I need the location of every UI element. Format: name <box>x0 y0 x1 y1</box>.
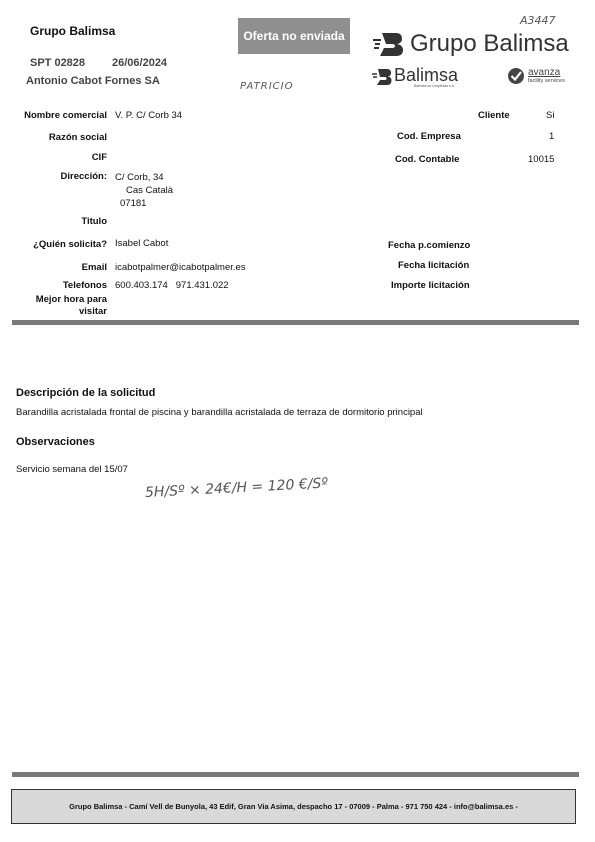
client-name: Antonio Cabot Fornes SA <box>26 75 160 87</box>
balimsa-small-icon <box>372 68 392 86</box>
importe-licitacion-label: Importe licitación <box>391 280 470 291</box>
grupo-balimsa-logo-text: Grupo Balimsa <box>410 30 569 57</box>
request-date: 26/06/2024 <box>112 57 168 69</box>
direccion-label: Dirección: <box>60 171 107 182</box>
cif-label: CIF <box>91 152 107 163</box>
telefonos-label: Telefonos <box>62 280 107 291</box>
avanza-text: avanza <box>528 67 561 78</box>
handwritten-name: PATRICIO <box>240 81 294 92</box>
mejor-hora-label-line2: visitar <box>79 306 107 317</box>
observaciones-text: Servicio semana del 15/07 <box>16 464 128 475</box>
mejor-hora-label-line1: Mejor hora para <box>35 294 107 305</box>
telefonos-value: 600.403.174 971.431.022 <box>115 280 229 291</box>
handwritten-code: A3447 <box>520 14 556 27</box>
observaciones-title: Observaciones <box>16 436 95 448</box>
balimsa-small-text: Balimsa <box>394 65 459 85</box>
avanza-sub: facility services <box>528 78 565 84</box>
cod-empresa-value: 1 <box>549 131 555 142</box>
footer-divider <box>12 772 579 777</box>
quien-solicita-label: ¿Quién solicita? <box>33 239 107 250</box>
handwritten-calculation: 5H/Sº × 24€/H = 120 €/Sº <box>144 475 329 501</box>
titulo-label: Titulo <box>81 216 107 227</box>
fecha-licitacion-label: Fecha licitación <box>398 260 470 271</box>
avanza-logo <box>507 67 565 85</box>
cod-empresa-label: Cod. Empresa <box>397 131 461 142</box>
avanza-check-icon <box>507 67 525 85</box>
direccion-line3-clip <box>120 198 146 207</box>
cliente-label: Cliente <box>478 110 510 121</box>
company-name: Grupo Balimsa <box>30 24 116 38</box>
balimsa-logo-icon <box>372 31 404 57</box>
nombre-comercial-value: V. P. C/ Corb 34 <box>115 110 183 121</box>
mejor-hora-label <box>12 294 107 318</box>
reference-number: SPT 02828 <box>30 57 86 69</box>
status-badge <box>238 18 350 54</box>
email-value: icabotpalmer@icabotpalmer.es <box>115 262 246 273</box>
status-badge-label: Oferta no enviada <box>243 29 345 43</box>
footer-text: Grupo Balimsa - Camí Vell de Bunyola, 43 Edif, Gran Via Asima, despacho 17 - 07009 - Palma - 971 750 424 - info@balimsa.es - <box>69 802 518 811</box>
cliente-value: Si <box>546 110 555 121</box>
footer-box <box>11 789 576 824</box>
descripcion-title: Descripción de la solicitud <box>16 387 156 399</box>
descripcion-text: Barandilla acristalada frontal de piscina y barandilla acristalada de terraza de dormitorio principal <box>16 407 423 418</box>
fecha-comienzo-label: Fecha p.comienzo <box>388 240 471 251</box>
balimsa-logo <box>372 66 458 88</box>
direccion-line2: Cas Català <box>126 185 173 196</box>
razon-social-label: Razón social <box>48 132 107 143</box>
nombre-comercial-label: Nombre comercial <box>24 110 107 121</box>
direccion-line1: C/ Corb, 34 <box>115 172 164 183</box>
email-label: Email <box>81 262 107 273</box>
direccion-line3: 07181 <box>120 198 147 207</box>
cod-contable-label: Cod. Contable <box>395 154 460 165</box>
cod-contable-value: 10015 <box>528 154 555 165</box>
balimsa-small-sub: Balimsa de Limpiezas s.a. <box>414 84 455 88</box>
grupo-balimsa-logo <box>372 30 569 58</box>
section-divider <box>12 320 579 325</box>
quien-solicita-value: Isabel Cabot <box>115 238 169 249</box>
